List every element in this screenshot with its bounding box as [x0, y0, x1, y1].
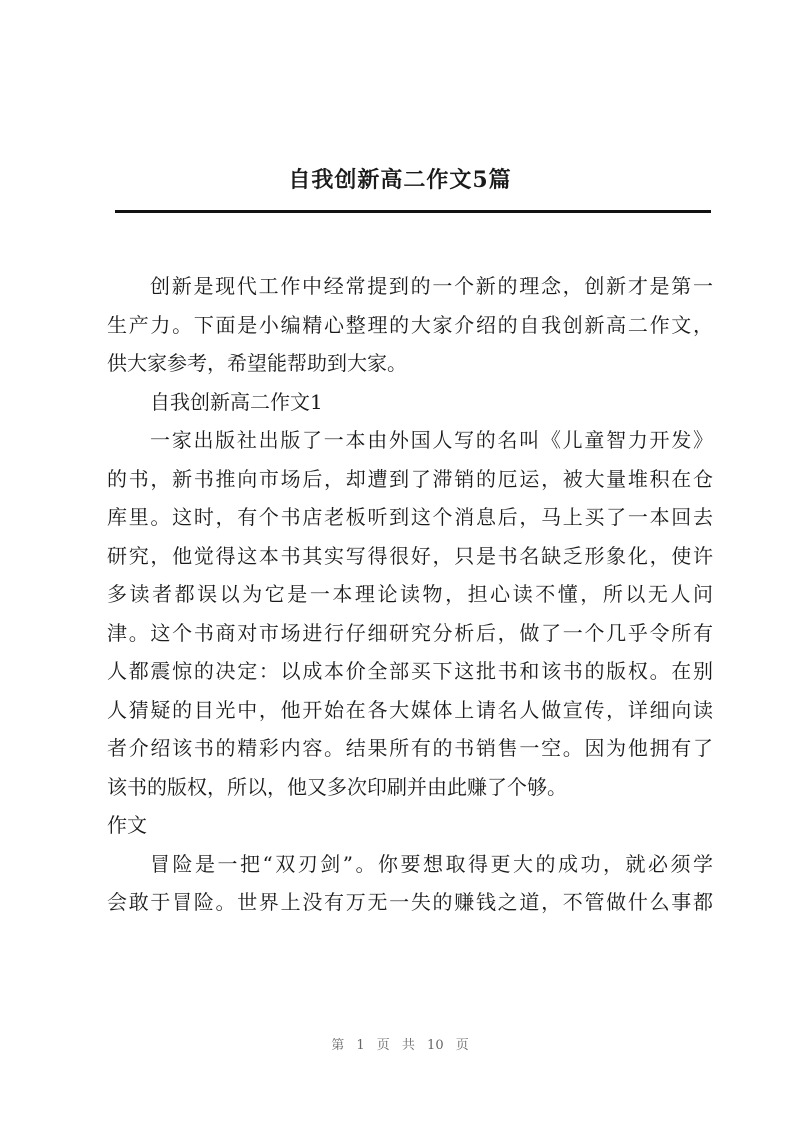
text-line: 创新是现代工作中经常提到的一个新的理念，创新才是第一	[150, 274, 713, 298]
text-line: 津。这个书商对市场进行仔细研究分析后，做了一个几乎令所有	[107, 620, 713, 645]
text-line: 会敢于冒险。世界上没有万无一失的赚钱之道，不管做什么事都	[107, 890, 713, 914]
text-line: 冒险是一把“双刃剑”。你要想取得更大的成功，就必须学	[150, 851, 713, 876]
text-line: 一家出版社出版了一本由外国人写的名叫《儿童智力开发》	[150, 428, 713, 452]
text-line: 生产力。下面是小编精心整理的大家介绍的自我创新高二作文，	[107, 312, 713, 337]
text-line: 供大家参考，希望能帮助到大家。	[107, 351, 407, 375]
text-line: 人都震惊的决定：以成本价全部买下这批书和该书的版权。在别	[107, 659, 713, 683]
text-line: 库里。这时，有个书店老板听到这个消息后，马上买了一本回去	[107, 505, 713, 529]
document-body	[107, 267, 713, 922]
page-footer: 第 1 页 共 10 页	[331, 1038, 469, 1053]
document-title: 自我创新高二作文5篇	[288, 167, 512, 193]
text-line: 自我创新高二作文1	[150, 389, 323, 414]
text-line: 该书的版权，所以，他又多次印刷并由此赚了个够。	[107, 774, 567, 799]
text-line: 多读者都误以为它是一本理论读物，担心读不懂，所以无人问	[107, 582, 713, 606]
text-line: 研究，他觉得这本书其实写得很好，只是书名缺乏形象化，使许	[107, 543, 713, 568]
text-line: 的书，新书推向市场后，却遭到了滞销的厄运，被大量堆积在仓	[107, 466, 713, 491]
text-line: 者介绍该书的精彩内容。结果所有的书销售一空。因为他拥有了	[107, 736, 713, 760]
text-line: 人猜疑的目光中，他开始在各大媒体上请名人做宣传，详细向读	[107, 697, 713, 722]
title-divider	[115, 210, 711, 213]
text-line: 作文	[107, 813, 147, 837]
